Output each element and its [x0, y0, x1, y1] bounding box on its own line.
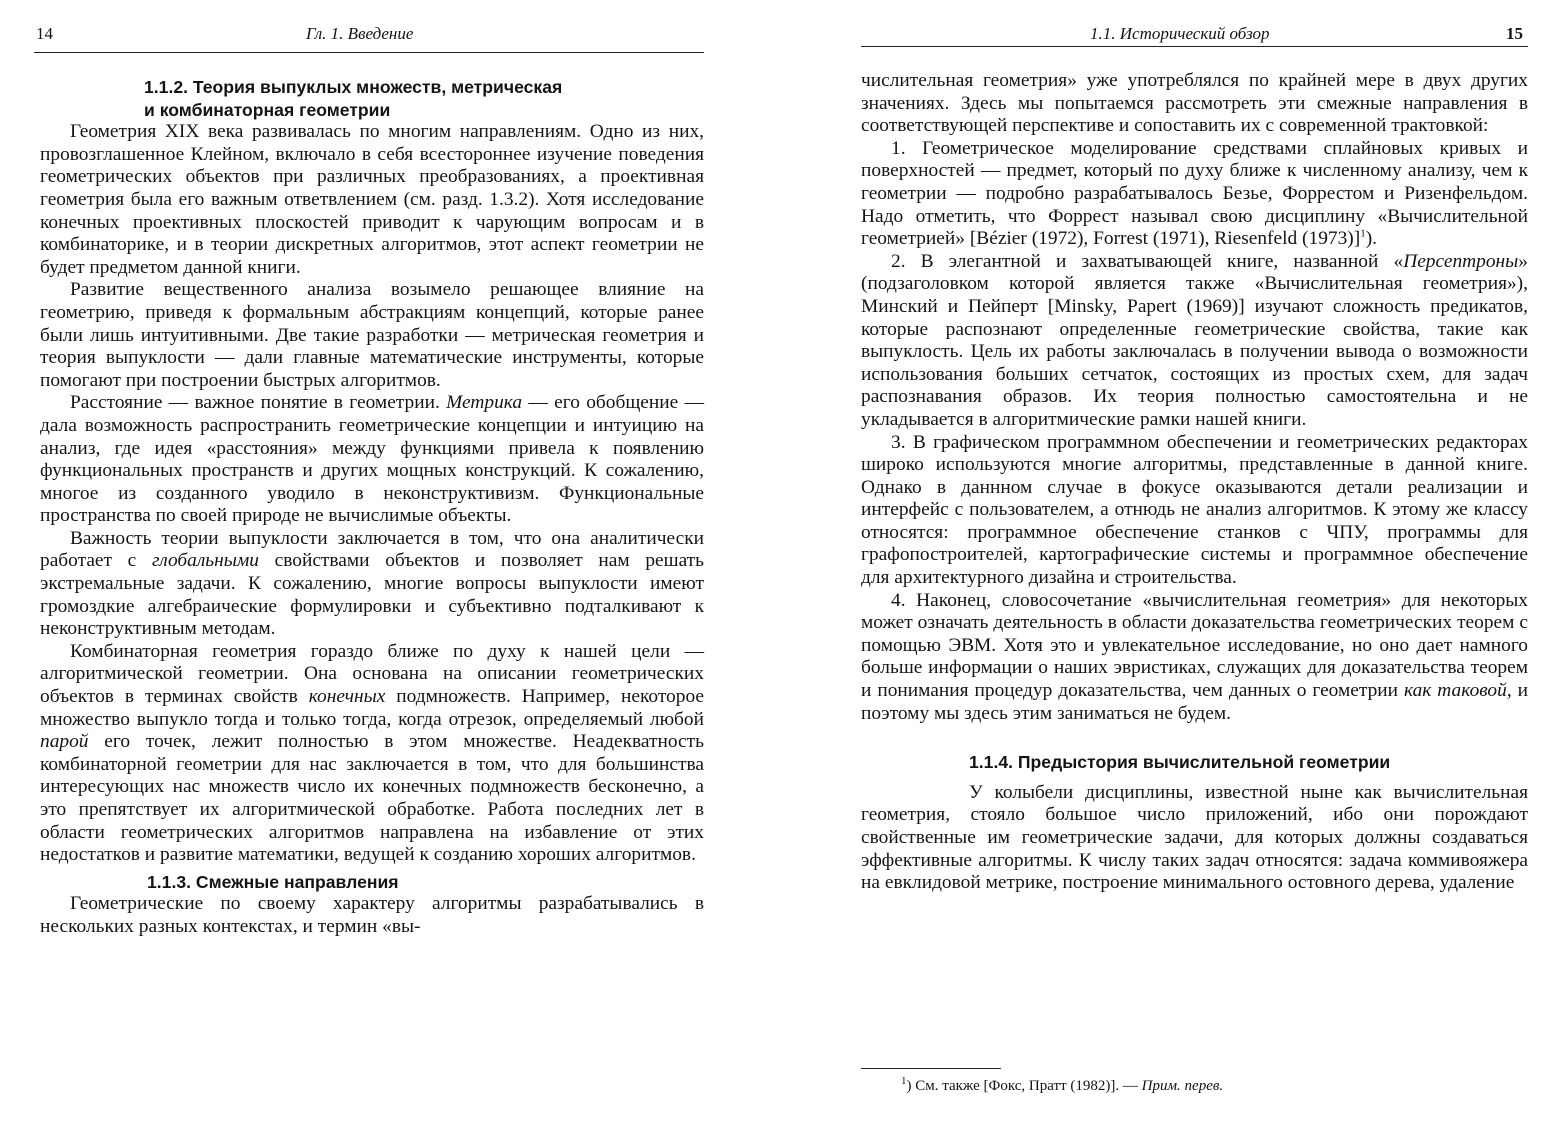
text-run: Расстояние — важное понятие в геометрии. — [70, 392, 447, 414]
list-item-1 — [861, 138, 1528, 251]
text-run: » (подзаголовком которой является также «Вычислительная геометрия»), Минский и Пейперт [Minsky, Papert (1969)] изучают сложность предикатов, которые распознают определенные геометрические свойства, такие как выпуклость. Цель их работы заключалась в получении вывода о возможности использования больших сетчаток, состоящих из простых схем, для задач распознавания образов. Их теория полностью самостоятельна и не укладывается в алгоритмические рамки нашей книги. — [861, 250, 1528, 430]
list-item-3: 3. В графическом программном обеспечении и геометрических редакторах широко используются многие алгоритмы, представленные в данной книге. Однако в даннном случае в фокусе оказываются детали реализации и интерфейс с пользователем, а отнюдь не анализ алгоритмов. К этому же классу относятся: программное обеспечение станков с ЧПУ, программы для графопостроителей, картографические системы и программное обеспечение для архитектурного дизайна и строительства. — [861, 431, 1528, 589]
right-page-number: 15 — [1506, 24, 1523, 43]
emphasis: Персептроны — [1403, 250, 1519, 272]
left-header-rule — [34, 52, 704, 53]
footnote-text: ) См. также [Фокс, Пратт (1982)]. — — [906, 1078, 1142, 1094]
left-page-number: 14 — [36, 24, 53, 43]
left-running-title: Гл. 1. Введение — [306, 24, 414, 43]
emphasis: Метрика — [446, 392, 523, 414]
left-page — [0, 0, 720, 1135]
right-paragraph-last: У колыбели дисциплины, известной ныне как вычислительная геометрия, стояло большое число приложений, ибо они порождают свойственные им геометрические задачи, для которых должны создаваться эффективные алгоритмы. К числу таких задач относятся: задача коммивояжера на евклидовой метрике, построение минимального остовного дерева, удаление — [861, 781, 1528, 894]
footnote-marker: 1 — [1360, 227, 1366, 240]
emphasis: конечных — [308, 686, 386, 708]
section-1-1-2-heading — [40, 76, 704, 121]
left-paragraph-2: Развитие вещественного анализа возымело решающее влияние на геометрию, приведя к формальным абстракциям концепций, которые ранее были лишь интуитивными. Две такие разработки — метрическая геометрия и теория выпуклости — дали главные математические инструменты, которые помогают при построении быстрых алгоритмов. — [40, 279, 704, 391]
text-run: , и поэтому мы здесь этим заниматься не будем. — [861, 680, 1529, 724]
section-1-1-4-heading: 1.1.4. Предыстория вычислительной геометрии — [969, 752, 1391, 773]
left-paragraph-4 — [40, 528, 704, 641]
left-paragraph-1: Геометрия XIX века развивалась по многим направлениям. Одно из них, провозглашенное Клейном, включало в себя всестороннее изучение поведения геометрических объектов при различных преобразованиях, а проективная геометрия была его важным ответвлением (см. разд. 1.3.2). Хотя исследование конечных проективных плоскостей приводит к чарующим вопросам и в комбинаторике, и в теории дискретных алгоритмов, этот аспект геометрии не будет предметом данной книги. — [40, 121, 704, 278]
text-run: Комбинаторная геометрия гораздо ближе по духу к нашей цели — алгоритмической геометрии. Она основана на описании геометрических объектов в терминах свойств — [40, 640, 704, 708]
right-page — [830, 0, 1556, 1135]
section-1-1-3-heading: 1.1.3. Смежные направления — [147, 871, 399, 892]
footnote-rule — [861, 1068, 1001, 1069]
text-run: свойствами объектов и позволяет нам решать экстремальные задачи. К сожалению, многие вопросы выпуклости имеют громоздкие алгебраические формулировки и субъективно подталкивают к неконструктивным методам. — [40, 550, 704, 640]
footnote-translator-note: Прим. перев. — [1141, 1078, 1224, 1094]
list-item-2 — [861, 251, 1528, 432]
footnote — [861, 1076, 1528, 1096]
section-1-1-2-heading-line2: и комбинаторная геометрии — [144, 99, 391, 120]
emphasis: как таковой — [1404, 680, 1507, 702]
left-paragraph-5 — [40, 641, 704, 867]
right-header-rule — [861, 46, 1528, 47]
emphasis: глобальными — [151, 550, 259, 572]
text-run: подмножеств. Например, некоторое множество выпукло тогда и только тогда, когда отрезок, определяемый любой — [40, 686, 704, 730]
text-run: его точек, лежит полностью в этом множестве. Неадекватность комбинаторной геометрии для нас заключается в том, что для большинства интересующих нас множеств число их конечных подмножеств бесконечно, а это препятствует их алгоритмической обработке. Работа последних лет в области геометрических алгоритмов направлена на избавление от этих недостатков и развитие математики, ведущей к созданию хороших алгоритмов. — [40, 731, 704, 866]
section-1-1-2-heading-line1: 1.1.2. Теория выпуклых множеств, метрическая — [144, 77, 563, 97]
left-text-column — [40, 76, 704, 939]
left-paragraph-3 — [40, 392, 704, 528]
right-running-title: 1.1. Исторический обзор — [1090, 24, 1270, 43]
text-run: ). — [1365, 228, 1378, 250]
text-run: Важность теории выпуклости заключается в том, что она аналитически работает с — [40, 527, 704, 572]
text-run: 1. Геометрическое моделирование средствами сплайновых кривых и поверхностей — предмет, который по духу ближе к численному анализу, чем к геометрии — подробно разрабатывалось Безье, Форрестом и Ризенфельдом. Надо отметить, что Форрест называл свою дисциплину «Вычислительной геометрией» [Bézier (1972), Forrest (1971), Riesenfeld (1973)] — [861, 137, 1528, 250]
footnote-number: 1 — [901, 1075, 907, 1087]
emphasis: парой — [40, 731, 89, 753]
left-paragraph-6: Геометрические по своему характеру алгоритмы разрабатывались в нескольких разных контекстах, и термин «вы- — [40, 893, 704, 937]
right-text-column — [861, 70, 1528, 895]
left-running-head — [0, 24, 720, 50]
text-run: 4. Наконец, словосочетание «вычислительная геометрия» для некоторых может означать деятельность в области доказательства геометрических теорем с помощью ЭВМ. Хотя это и увлекательное исследование, но оно дает намного больше информации о наших эвристиках, служащих для доказательства теорем и понимания процедур доказательства, чем данных о геометрии — [861, 589, 1528, 702]
text-run: 2. В элегантной и захватывающей книге, названной « — [891, 250, 1404, 272]
right-paragraph-1: числительная геометрия» уже употреблялся по крайней мере в двух других значениях. Здесь мы попытаемся рассмотреть эти смежные направления в соответствующей перспективе и сопоставить их с современной трактовкой: — [861, 70, 1528, 137]
text-run: — его обобщение — дала возможность распространить геометрические концепции и интуицию на анализ, где идея «расстояния» между функциями привела к появлению функциональных пространств и других мощных конструкций. К сожалению, многое из созданного уводило в неконструктивизм. Функциональные пространства по своей природе не вычислимые объекты. — [40, 392, 704, 527]
list-item-4 — [861, 590, 1528, 726]
